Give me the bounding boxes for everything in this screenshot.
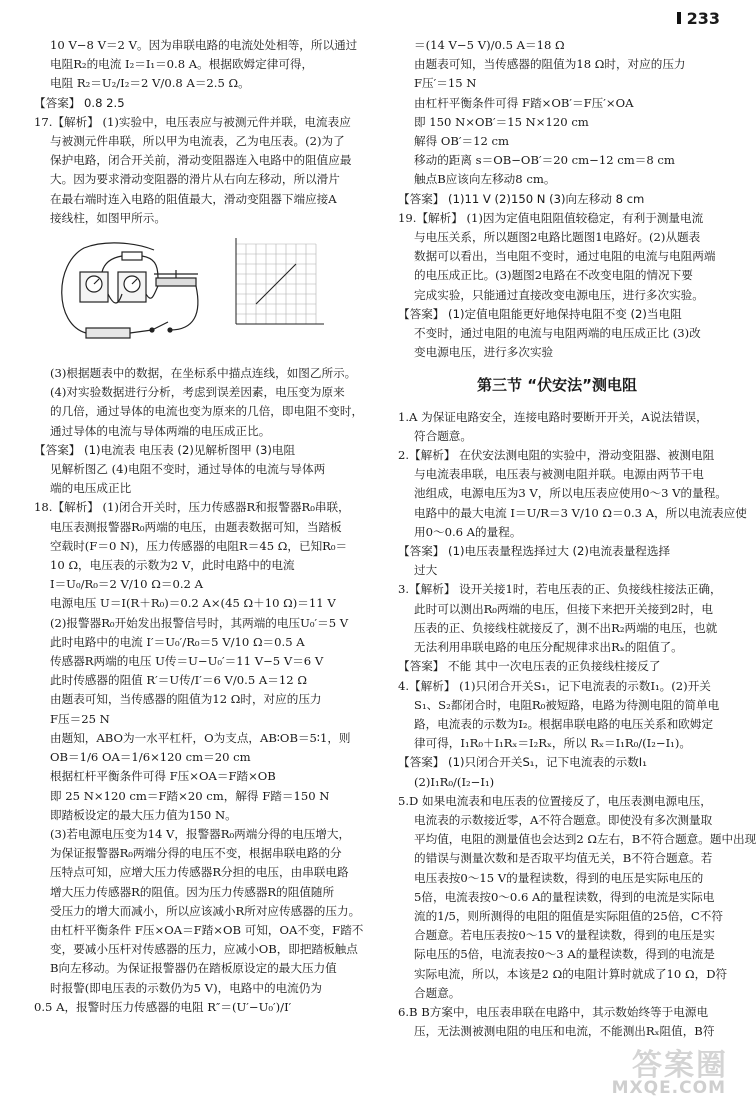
left-text-block-b <box>34 364 364 1017</box>
text-line: 实际电流，所以，本该是2 Ω的电阻计算时就成了10 Ω，D符 <box>414 966 728 981</box>
text-line: 电阻 R₂＝U₂/I₂＝2 V/0.8 A＝2.5 Ω。 <box>50 76 250 91</box>
text-line: 6.B B方案中，电压表串联在电路中，其示数始终等于电源电 <box>398 1004 709 1019</box>
text-line: 为保证报警器R₀两端分得的电压不变，根据串联电路的分 <box>50 846 342 861</box>
text-line: 由杠杆平衡条件可得 F踏×OB′＝F压′×OA <box>414 95 634 110</box>
text-line: 18.【解析】 (1)闭合开关时，压力传感器R和报警器R₀串联， <box>34 500 350 515</box>
text-line: 电压表测报警器R₀两端的电压，由题表数据可知，当踏板 <box>50 519 342 534</box>
text-line: 19.【解析】 (1)因为定值电阻阻值较稳定，有利于测量电流 <box>398 210 704 225</box>
text-line: 路，电流表的示数为I₂。根据串联电路的电压关系和欧姆定 <box>414 716 714 731</box>
text-line: 3.【解析】 设开关接1时，若电压表的正、负接线柱接法正确， <box>398 582 722 597</box>
section-title: 第三节 “伏安法”测电阻 <box>477 376 637 395</box>
circuit-figure-svg <box>34 234 352 362</box>
text-line: 此时传感器的阻值 R′＝U传/I′＝6 V/0.5 A＝12 Ω <box>50 673 307 688</box>
text-line: 过大 <box>414 563 438 578</box>
text-line: 保护电路，闭合开关前，滑动变阻器连入电路中的阻值应最 <box>50 153 352 168</box>
text-line: 电源电压 U＝I(R＋R₀)＝0.2 A×(45 Ω＋10 Ω)＝11 V <box>50 596 336 611</box>
text-line: (2)I₁R₀/(I₂−I₁) <box>414 774 495 789</box>
text-line: 接线柱，如图甲所示。 <box>50 210 166 225</box>
text-line: 【答案】 0.8 2.5 <box>34 95 125 110</box>
text-line: 合题意。 <box>414 985 461 1000</box>
circuit-diagram <box>62 243 198 338</box>
watermark-url-text: MXQE.COM <box>611 1078 726 1098</box>
text-line: 与电流表串联，电压表与被测电阻并联。电源由两节干电 <box>414 467 704 482</box>
text-line: 用0～0.6 A的量程。 <box>414 524 522 539</box>
text-line: 10 V−8 V＝2 V。因为串联电路的电流处处相等，所以通过 <box>50 38 358 52</box>
text-line: 空载时(F＝0 N)，压力传感器的电阻R＝45 Ω，已知R₀＝ <box>50 538 348 553</box>
rheostat-body <box>156 278 196 286</box>
text-line: 【答案】 (1)只闭合开关S₁，记下电流表的示数I₁ <box>398 755 647 770</box>
text-line: (2)报警器R₀开始发出报警信号时，其两端的电压U₀′＝5 V <box>50 615 349 630</box>
text-line: 无法利用串联电路的电压分配规律求出Rₓ的阻值了。 <box>414 640 683 655</box>
watermark-main-text: 答案圈 <box>632 1048 728 1083</box>
text-line: (3)根据题表中的数据，在坐标系中描点连线，如图乙所示。 <box>50 366 357 381</box>
text-line: 即 25 N×120 cm＝F踏×20 cm，解得 F踏＝150 N <box>50 788 330 803</box>
text-line: 5倍，电流表按0～0.6 A的量程读数，得到的电流是实际电 <box>414 889 715 904</box>
circuit-figure <box>34 234 352 362</box>
text-line: B向左移动。为保证报警器仍在踏板原设定的最大压力值 <box>50 961 337 976</box>
watermark-logo <box>600 1038 728 1098</box>
text-line: 际电压的5倍，电流表按0～3 A的量程读数，得到的电流是 <box>414 947 715 962</box>
text-line: 由题表可知，当传感器的阻值为12 Ω时，对应的压力 <box>50 692 322 707</box>
text-line: 增大压力传感器R的阻值。因为压力传感器R的阻值随所 <box>50 884 335 899</box>
text-line: 移动的距离 s＝OB−OB′＝20 cm−12 cm＝8 cm <box>414 153 675 168</box>
text-line: 【答案】 (1)电流表 电压表 (2)见解析图甲 (3)电阻 <box>34 442 296 457</box>
page-number: 233 <box>686 8 720 28</box>
text-line: 由题知，ABO为一水平杠杆，O为支点，AB∶OB＝5∶1，则 <box>50 730 351 745</box>
text-line: 大。因为要求滑动变阻器的滑片从右向左移动，所以滑片 <box>50 172 340 187</box>
text-line: 【答案】 (1)电压表量程选择过大 (2)电流表量程选择 <box>398 544 671 559</box>
text-line: 的错误与测量次数和是否取平均值无关，B不符合题意。若 <box>414 851 713 866</box>
text-line: 【答案】 不能 其中一次电压表的正负接线柱接反了 <box>398 659 661 674</box>
text-line: 触点B应该向左移动8 cm。 <box>414 172 556 187</box>
iu-graph <box>236 238 324 324</box>
text-line: I＝U₀/R₀＝2 V/10 Ω＝0.2 A <box>50 577 203 592</box>
text-line: S₁、S₂都闭合时，电阻R₀被短路，电路为待测电阻的简单电 <box>414 697 720 712</box>
text-line: 律可得，I₁R₀＋I₁Rₓ＝I₂Rₓ，所以 Rₓ＝I₁R₀/(I₂−I₁)。 <box>414 736 691 751</box>
text-line: 解得 OB′＝12 cm <box>414 134 510 149</box>
text-line: 电阻R₂的电流 I₂＝I₁＝0.8 A。根据欧姆定律可得， <box>50 57 314 72</box>
text-line: 4.【解析】 (1)只闭合开关S₁，记下电流表的示数I₁。(2)开关 <box>398 678 711 693</box>
text-line: 1.A 为保证电路安全，连接电路时要断开开关，A说法错误， <box>398 409 708 424</box>
text-line: OB＝1/6 OA＝1/6×120 cm＝20 cm <box>50 750 251 765</box>
text-line: 【答案】 (1)定值电阻能更好地保持电阻不变 (2)当电阻 <box>398 306 682 321</box>
text-line: 由杠杆平衡条件 F压×OA＝F踏×OB 可知，OA不变，F踏不 <box>50 922 364 937</box>
text-line: F压＝25 N <box>50 711 110 726</box>
text-line: 电流表的示数接近零，A不符合题意。即使没有多次测量取 <box>414 812 713 827</box>
text-line: 合题意。若电压表按0～15 V的量程读数，得到的电压是实 <box>414 928 715 943</box>
text-line: 端的电压成正比 <box>50 481 132 496</box>
text-line: (4)对实验数据进行分析，考虑到误差因素，电压变为原来 <box>50 385 345 400</box>
text-line: 电压表按0～15 V的量程读数，得到的电压是实际电压的 <box>414 870 704 885</box>
text-line: 电路中的最大电流 I＝U/R＝3 V/10 Ω＝0.3 A，所以电流表应使 <box>414 505 747 520</box>
right-text-block-a <box>398 36 716 362</box>
text-line: 不变时，通过电阻的电流与电阻两端的电压成正比 (3)改 <box>414 326 701 341</box>
text-line: 完成实验，只能通过直接改变电源电压，进行多次实验。 <box>414 287 704 302</box>
text-line: 传感器R两端的电压 U传＝U−U₀′＝11 V−5 V＝6 V <box>50 654 324 669</box>
text-line: 压特点可知，应增大压力传感器R分担的电压，由串联电路 <box>50 865 349 880</box>
text-line: 根据杠杆平衡条件可得 F压×OA＝F踏×OB <box>50 769 276 784</box>
right-column <box>398 36 756 1041</box>
text-line: 池组成，电源电压为3 V，所以电压表应使用0～3 V的量程。 <box>414 486 727 501</box>
text-line: 流的1/5，则所测得的电阻的阻值是实际阻值的25倍，C不符 <box>414 908 723 923</box>
battery <box>86 328 130 338</box>
text-line: 即踏板设定的最大压力值为150 N。 <box>50 807 237 822</box>
text-line: 变电源电压，进行多次实验 <box>414 345 554 360</box>
text-line: 的几倍，通过导体的电流也变为原来的几倍，即电阻不变时， <box>50 404 364 419</box>
text-line: 5.D 如果电流表和电压表的位置接反了，电压表测电源电压， <box>398 793 712 808</box>
text-line: (3)若电源电压变为14 V，报警器R₀两端分得的电压增大， <box>50 826 351 841</box>
text-line: 2.【解析】 在伏安法测电阻的实验中，滑动变阻器、被测电阻 <box>398 448 715 463</box>
text-line: 受压力的增大而减小，所以应该减小R所对应传感器的压力。 <box>50 903 361 918</box>
right-text-block-b <box>398 408 756 1042</box>
switch-lever <box>152 322 168 330</box>
text-line: 17.【解析】 (1)实验中，电压表应与被测元件并联，电流表应 <box>34 114 351 129</box>
text-line: F压′＝15 N <box>414 76 477 91</box>
text-line: 压表的正、负接线柱就接反了，测不出R₂两端的电压，也就 <box>414 620 718 635</box>
text-line: 平均值，电阻的测量值也会达到2 Ω左右，B不符合题意。题中出现 <box>414 832 756 847</box>
text-line: 通过导体的电流与导体两端的电压成正比。 <box>50 423 271 438</box>
text-line: 即 150 N×OB′＝15 N×120 cm <box>414 114 589 129</box>
text-line: ＝(14 V−5 V)/0.5 A＝18 Ω <box>414 38 565 52</box>
page-marker <box>677 12 681 24</box>
text-line: 此时电路中的电流 I′＝U₀′/R₀＝5 V/10 Ω＝0.5 A <box>50 634 305 649</box>
resistor <box>122 252 142 260</box>
text-line: 的电压成正比。(3)题图2电路在不改变电阻的情况下要 <box>414 268 693 283</box>
text-line: 此时可以测出R₀两端的电压，但接下来把开关接到2时，电 <box>414 601 714 616</box>
text-line: 变，要减小压杆对传感器的压力，应减小OB，即把踏板触点 <box>50 942 358 957</box>
page-header <box>677 6 720 30</box>
text-line: 数据可以看出，当电阻不变时，通过电阻的电流与电阻两端 <box>414 249 716 264</box>
text-line: 压，无法测被测电阻的电压和电流，不能测出Rₓ阻值，B符 <box>414 1024 715 1039</box>
text-line: 10 Ω，电压表的示数为2 V，此时电路中的电流 <box>50 558 295 573</box>
text-line: 【答案】 (1)11 V (2)150 N (3)向左移动 8 cm <box>398 191 645 206</box>
left-text-block-a <box>34 36 358 228</box>
text-line: 见解析图乙 (4)电阻不变时，通过导体的电流与导体两 <box>50 462 326 477</box>
text-line: 符合题意。 <box>414 428 472 443</box>
text-line: 在最右端时连入电路的阻值最大，滑动变阻器下端应接A <box>50 191 337 206</box>
text-line: 0.5 A，报警时压力传感器的电阻 R″＝(U′−U₀′)/I′ <box>34 999 292 1014</box>
text-line: 由题表可知，当传感器的阻值为18 Ω时，对应的压力 <box>414 57 686 72</box>
left-column <box>34 36 364 1017</box>
text-line: 与被测元件串联，所以甲为电流表，乙为电压表。(2)为了 <box>50 134 345 149</box>
text-line: 时报警(即电压表的示数仍为5 V)，电路中的电流仍为 <box>50 980 322 995</box>
text-line: 与电压关系，所以题图2电路比题图1电路好。(2)从题表 <box>414 230 701 245</box>
